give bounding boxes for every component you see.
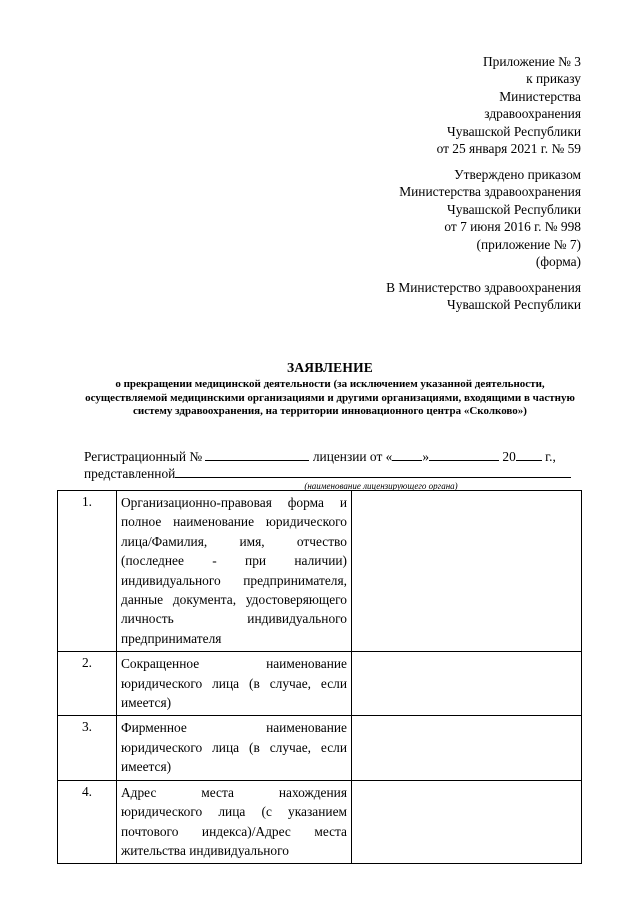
licensing-organ-caption: (наименование лицензирующего органа) (304, 481, 458, 491)
approval-line: (приложение № 7) (476, 236, 581, 252)
approval-line: Утверждено приказом (454, 167, 581, 182)
appendix-line: к приказу (526, 71, 581, 87)
table-row (58, 491, 582, 652)
quote-close: » (422, 449, 430, 464)
year-prefix: 20 (502, 449, 516, 464)
row-value-cell[interactable] (352, 652, 582, 716)
row-label: Организационно-правовая форма и полное наименование юридического лица/Фамилия, имя, отчество (последнее - при наличии) индивидуального предпринимателя, данные документа, удостоверяющего личность индивидуального предпринимателя (117, 491, 352, 652)
registration-line (84, 448, 582, 465)
row-label: Фирменное наименование юридического лица (в случае, если имеется) (117, 716, 352, 780)
row-number: 3. (58, 716, 117, 780)
document-subtitle: о прекращении медицинской деятельности (за исключением указанной деятельности, осуществляемой медицинскими организациями и другими организациями, входящими в частную систему здравоохранения, на территории инновационного центра «Сколково») (85, 378, 575, 418)
year-suffix: г., (545, 449, 556, 464)
registration-number-field[interactable] (205, 448, 309, 461)
row-number: 1. (58, 491, 117, 652)
appendix-line: Министерства (499, 88, 581, 104)
license-day-field[interactable] (392, 448, 422, 461)
row-value-cell[interactable] (352, 491, 582, 652)
registration-number-label: Регистрационный № (84, 449, 203, 464)
recipient-line: Чувашской Республики (447, 297, 581, 313)
approval-line: Чувашской Республики (447, 201, 581, 217)
appendix-line: Приложение № 3 (482, 54, 581, 69)
row-label: Сокращенное наименование юридического лица (в случае, если имеется) (117, 652, 352, 716)
table-row (58, 716, 582, 780)
row-number: 4. (58, 780, 117, 864)
row-number: 2. (58, 652, 117, 716)
appendix-line: Чувашской Республики (447, 123, 581, 139)
application-table (57, 490, 582, 864)
license-month-field[interactable] (429, 448, 499, 461)
appendix-line: здравоохранения (484, 106, 581, 122)
license-date-label: лицензии от « (312, 449, 393, 464)
approval-block (399, 166, 581, 270)
row-value-cell[interactable] (352, 780, 582, 864)
row-value-cell[interactable] (352, 716, 582, 780)
document-heading (80, 360, 580, 419)
presented-label: представленной (84, 466, 176, 481)
license-year-field[interactable] (516, 448, 542, 461)
table-row (58, 652, 582, 716)
appendix-line: от 25 января 2021 г. № 59 (436, 141, 581, 157)
row-label: Адрес места нахождения юридического лица (с указанием почтового индекса)/Адрес места жительства индивидуального (117, 780, 352, 864)
appendix-header (437, 53, 581, 157)
licensing-organ-field[interactable] (175, 465, 571, 478)
approval-line: Министерства здравоохранения (399, 184, 581, 200)
approval-line: от 7 июня 2016 г. № 998 (444, 219, 581, 235)
recipient-line: В Министерство здравоохранения (386, 280, 581, 295)
document-title: ЗАЯВЛЕНИЕ (287, 360, 373, 375)
approval-line: (форма) (535, 254, 581, 270)
presented-line (84, 465, 582, 482)
table-row (58, 780, 582, 864)
recipient-block (386, 279, 581, 314)
